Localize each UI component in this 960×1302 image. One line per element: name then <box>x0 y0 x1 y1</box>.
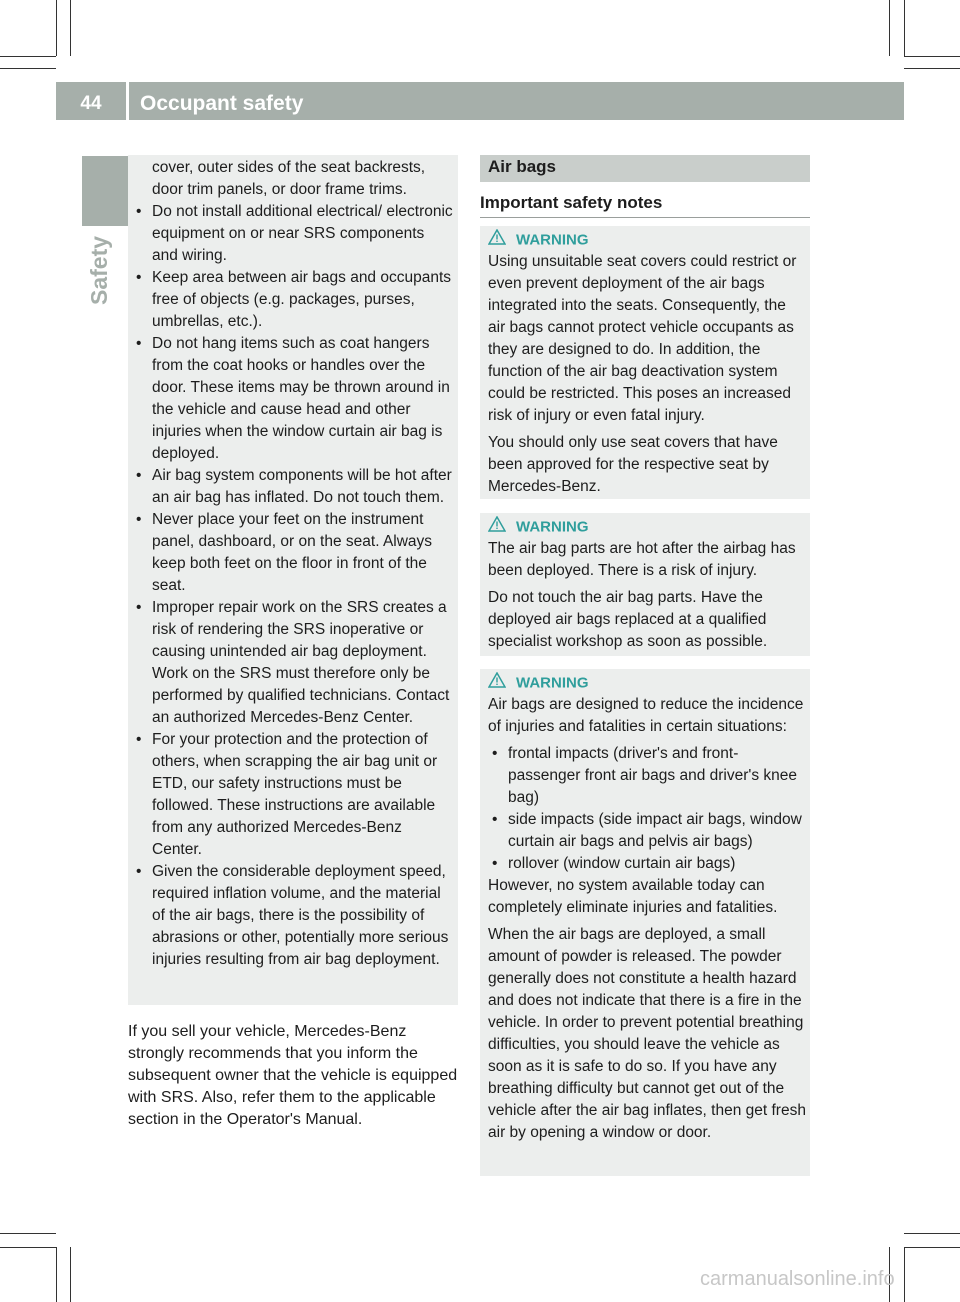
warning-label: WARNING <box>516 231 589 249</box>
crop-mark <box>70 0 71 56</box>
bullet-icon: • <box>492 811 498 828</box>
bullet-item <box>136 861 454 971</box>
bullet-text: frontal impacts (driver's and front-passenger front air bags and driver's knee bag) <box>508 745 798 806</box>
bullet-icon: • <box>136 731 142 748</box>
bullet-item <box>136 597 454 729</box>
warning-paragraph: You should only use seat covers that have been approved for the respective seat by Mercedes-Benz. <box>488 434 778 495</box>
warning-content-1 <box>488 229 806 503</box>
warning-triangle-icon <box>488 516 508 539</box>
bullet-item <box>136 267 454 333</box>
bullet-text: side impacts (side impact air bags, window curtain air bags and pelvis air bags) <box>508 811 802 850</box>
warning-content-3 <box>488 672 806 1149</box>
crop-mark <box>0 56 56 57</box>
section-heading: Air bags <box>488 157 557 176</box>
left-notes-content <box>136 157 454 971</box>
bullet-item <box>136 509 454 597</box>
bullet-icon: • <box>136 599 142 616</box>
crop-mark <box>0 1247 56 1248</box>
warning-label: WARNING <box>516 674 589 692</box>
bullet-text: Air bag system components will be hot after an air bag has inflated. Do not touch them. <box>152 467 452 506</box>
warning-content-2 <box>488 516 806 658</box>
bullet-item <box>136 465 454 509</box>
closing-paragraph: If you sell your vehicle, Mercedes-Benz strongly recommends that you inform the subsequent owner that the vehicle is equipped with SRS. Also, refer them to the applicable section in the Operator's Manual. <box>128 1023 458 1128</box>
crop-mark <box>0 68 56 69</box>
warning-paragraph: The air bag parts are hot after the airbag has been deployed. There is a risk of injury. <box>488 540 796 579</box>
bullet-item <box>136 201 454 267</box>
bullet-text: Do not install additional electrical/ electronic equipment on or near SRS components and wiring. <box>152 203 453 264</box>
bullet-icon: • <box>492 855 498 872</box>
crop-mark <box>904 1247 905 1302</box>
bullet-text: Never place your feet on the instrument panel, dashboard, or on the seat. Always keep both feet on the floor in front of the seat. <box>152 511 433 594</box>
crop-mark <box>904 1247 960 1248</box>
bullet-icon: • <box>492 745 498 762</box>
warning-paragraph: However, no system available today can completely eliminate injuries and fatalities. <box>488 877 778 916</box>
crop-mark <box>904 0 905 56</box>
warning-paragraph: Using unsuitable seat covers could restrict or even prevent deployment of the air bags integrated into the seats. Consequently, the air bags cannot protect vehicle occupants as they are designed to do. In addition, the function of the air bag deactivation system could be restricted. This poses an increased risk of injury or even fatal injury. <box>488 253 797 424</box>
crop-mark <box>56 1247 57 1302</box>
warning-label: WARNING <box>516 518 589 536</box>
bullet-text: Given the considerable deployment speed, required inflation volume, and the material of the air bags, there is the possibility of abrasions or other, potentially more serious injuries resulting from air bag deployment. <box>152 863 449 968</box>
warning-heading <box>488 516 806 538</box>
bullet-icon: • <box>136 511 142 528</box>
bullet-item <box>136 333 454 465</box>
bullet-icon: • <box>136 269 142 286</box>
warning-paragraph: When the air bags are deployed, a small amount of powder is released. The powder generally does not constitute a health hazard and does not indicate that there is a fire in the vehicle. In order to prevent potential breathing difficulties, you should leave the vehicle as soon as it is safe to do so. If you have any breathing difficulty but cannot get out of the vehicle after the air bag inflates, then get fresh air by opening a window or door. <box>488 926 806 1141</box>
page-number: 44 <box>80 93 102 114</box>
warning-triangle-icon <box>488 672 508 695</box>
warning-paragraph: Do not touch the air bag parts. Have the deployed air bags replaced at a qualified specialist workshop as soon as possible. <box>488 589 768 650</box>
crop-mark <box>904 56 960 57</box>
page-title: Occupant safety <box>140 92 304 115</box>
bullet-item <box>492 743 806 809</box>
bullet-icon: • <box>136 863 142 880</box>
bullet-icon: • <box>136 203 142 220</box>
bullet-text: Keep area between air bags and occupants free of objects (e.g. packages, purses, umbrellas, etc.). <box>152 269 452 330</box>
bullet-item <box>136 729 454 861</box>
bullet-text: rollover (window curtain air bags) <box>508 855 736 872</box>
watermark: carmanualsonline.info <box>700 1268 895 1290</box>
crop-mark <box>56 0 57 56</box>
section-tab-label: Safety <box>86 236 112 306</box>
bullet-item <box>492 809 806 853</box>
warning-paragraph: Air bags are designed to reduce the incidence of injuries and fatalities in certain situations: <box>488 696 804 735</box>
crop-mark <box>904 1233 960 1234</box>
warning-heading <box>488 672 806 694</box>
crop-mark <box>889 0 890 56</box>
crop-mark <box>904 68 960 69</box>
warning-heading <box>488 229 806 251</box>
bullet-text: Do not hang items such as coat hangers from the coat hooks or handles over the door. These items may be thrown around in the vehicle and cause head and other injuries when the window curtain air bag is deployed. <box>152 335 450 462</box>
subheading-rule <box>480 217 810 218</box>
crop-mark <box>70 1247 71 1302</box>
section-heading-bar <box>480 155 810 182</box>
bullet-text: Improper repair work on the SRS creates a risk of rendering the SRS inoperative or causing unintended air bag deployment. Work on the SRS must therefore only be performed by qualified technicians. Contact an authorized Mercedes-Benz Center. <box>152 599 450 726</box>
bullet-text: For your protection and the protection of others, when scrapping the air bag unit or ETD, our safety instructions must be followed. These instructions are available from any authorized Mercedes-Benz Center. <box>152 731 438 858</box>
bullet-icon: • <box>136 335 142 352</box>
crop-mark <box>0 1233 56 1234</box>
bullet-item <box>492 853 806 875</box>
subheading: Important safety notes <box>480 193 663 212</box>
continued-text: cover, outer sides of the seat backrests, door trim panels, or door frame trims. <box>152 159 426 198</box>
header-divider <box>126 56 129 120</box>
bullet-icon: • <box>136 467 142 484</box>
warning-triangle-icon <box>488 229 508 252</box>
